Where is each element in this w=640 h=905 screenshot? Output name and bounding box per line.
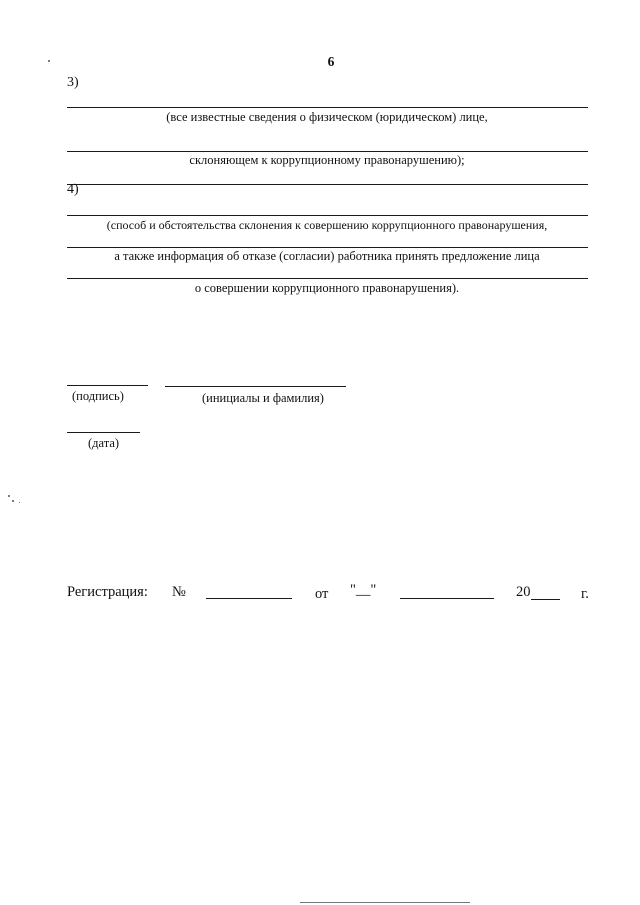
item-3-caption-1: (все известные сведения о физическом (юридическом) лице,: [166, 110, 488, 124]
item-4-caption-3: о совершении коррупционного правонарушения).: [194, 281, 460, 295]
date-line[interactable]: [67, 432, 140, 433]
registration-number-field[interactable]: [206, 598, 292, 599]
item-4-line-1[interactable]: [67, 215, 588, 216]
item-4-caption-1: (способ и обстоятельства склонения к совершению коррупционного правонарушения,: [106, 218, 548, 232]
scan-speck: [8, 495, 10, 497]
initials-surname-label: (инициалы и фамилия): [202, 391, 324, 405]
item-3-caption-2: склоняющем к коррупционному правонарушению);: [189, 153, 465, 167]
signature-label: (подпись): [72, 389, 124, 403]
item-3-line-2[interactable]: [67, 151, 588, 152]
item-4-label: 4): [67, 182, 79, 197]
scan-speck: [12, 500, 14, 502]
item-4-line-3[interactable]: [67, 278, 588, 279]
item-3-line-1[interactable]: [67, 107, 588, 108]
item-4-caption-2: а также информация об отказе (согласии) работника принять предложение лица: [114, 249, 540, 263]
registration-year-suffix: г.: [581, 586, 589, 602]
item-4-line-2[interactable]: [67, 247, 588, 248]
registration-from-label: от: [315, 586, 329, 602]
registration-month-field[interactable]: [400, 598, 494, 599]
date-label: (дата): [88, 436, 120, 450]
scan-edge-line: [300, 902, 470, 903]
registration-label: Регистрация:: [67, 584, 148, 600]
scan-speck: [19, 502, 20, 503]
scan-speck: [48, 60, 50, 62]
page-number: 6: [327, 54, 335, 69]
signature-line[interactable]: [67, 385, 148, 386]
registration-year-prefix: 20: [516, 584, 531, 600]
item-4-line-0[interactable]: [67, 184, 588, 185]
initials-surname-line[interactable]: [165, 386, 346, 387]
registration-year-field[interactable]: [531, 599, 560, 600]
item-3-label: 3): [67, 75, 79, 90]
registration-day-field[interactable]: "__": [350, 582, 377, 598]
registration-number-sign: №: [172, 584, 186, 600]
